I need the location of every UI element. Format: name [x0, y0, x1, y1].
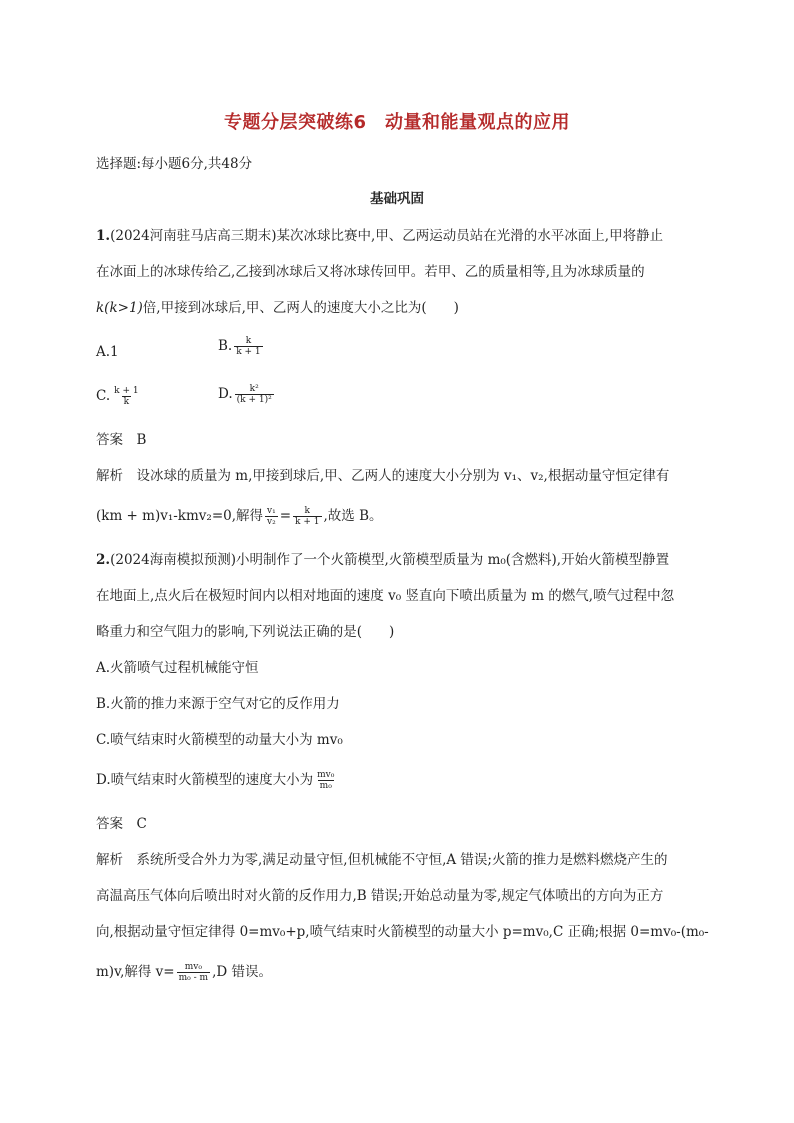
q2-line-2: 在地面上,点火后在极短时间内以相对地面的速度 v₀ 竖直向下喷出质量为 m 的燃气,喷气过程中忽 — [96, 588, 675, 604]
instructions: 选择题:每小题6分,共48分 — [96, 156, 253, 172]
q1-option-b-denominator: k + 1 — [236, 347, 261, 357]
q1-line-2: 在冰面上的冰球传给乙,乙接到冰球后又将冰球传回甲。若甲、乙的质量相等,且为冰球质量的 — [96, 264, 645, 280]
q1-option-c-label: C. — [96, 388, 111, 404]
q1-option-c — [96, 386, 143, 407]
q1-line-1 — [96, 226, 663, 246]
q1-option-d-label: D. — [218, 386, 233, 402]
q2-number: 2. — [96, 552, 111, 568]
q1-analysis-fraction-1-denominator: v₂ — [267, 517, 276, 527]
q2-answer: 答案 C — [96, 816, 147, 832]
q2-line-1 — [96, 550, 669, 570]
q2-analysis-1: 解析 系统所受合外力为零,满足动量守恒,但机械能不守恒,A 错误;火箭的推力是燃料燃烧产生的 — [96, 852, 668, 868]
q2-analysis-fraction-numerator: mv₀ — [184, 962, 202, 972]
q2-text-1: (2024海南模拟预测)小明制作了一个火箭模型,火箭模型质量为 m₀(含燃料),开始火箭模型静置 — [110, 552, 670, 568]
q2-option-d — [96, 770, 338, 791]
q1-option-c-denominator: k — [123, 397, 130, 407]
q1-analysis-1: 解析 设冰球的质量为 m,甲接到球后,甲、乙两人的速度大小分别为 v₁、v₂,根据动量守恒定律有 — [96, 468, 670, 484]
q1-text-1: (2024河南驻马店高三期末)某次冰球比赛中,甲、乙两运动员站在光滑的水平冰面上,甲将静止 — [110, 228, 664, 244]
q1-option-a: A.1 — [96, 344, 119, 360]
q2-option-d-fraction — [315, 770, 336, 791]
q2-analysis-2: 高温高压气体向后喷出时对火箭的反作用力,B 错误;开始总动量为零,规定气体喷出的方向为正方 — [96, 888, 664, 904]
q2-analysis-4 — [96, 962, 272, 983]
q1-analysis-2 — [96, 506, 383, 527]
q2-option-d-numerator: mv₀ — [317, 770, 335, 780]
page-title: 专题分层突破练6 动量和能量观点的应用 — [223, 112, 571, 133]
q1-analysis-fraction-1-numerator: v₁ — [267, 506, 276, 516]
q2-analysis-3: 向,根据动量守恒定律得 0=mv₀+p,喷气结束时火箭模型的动量大小 p=mv₀,C 正确;根据 0=mv₀-(m₀- — [96, 924, 709, 940]
q2-analysis-4-end: ,D 错误。 — [212, 964, 272, 980]
q1-k-condition: k(k>1) — [96, 300, 143, 316]
section-heading: 基础巩固 — [370, 191, 424, 207]
q2-option-d-denominator: m₀ — [319, 781, 332, 791]
q1-analysis-fraction-2-numerator: k — [304, 506, 310, 516]
q2-option-c: C.喷气结束时火箭模型的动量大小为 mv₀ — [96, 732, 343, 748]
q2-option-b: B.火箭的推力来源于空气对它的反作用力 — [96, 696, 340, 712]
q1-option-d-denominator: (k + 1)² — [236, 395, 272, 405]
q2-analysis-4-text: m)v,解得 v= — [96, 964, 175, 980]
q1-option-b-fraction — [234, 336, 262, 357]
q1-text-3: 倍,甲接到冰球后,甲、乙两人的速度大小之比为( ) — [142, 300, 459, 316]
q2-analysis-fraction — [177, 962, 210, 983]
q1-option-b-label: B. — [218, 338, 233, 354]
q1-analysis-fraction-2 — [293, 506, 321, 527]
q1-analysis-equals: = — [279, 508, 292, 524]
q2-option-a: A.火箭喷气过程机械能守恒 — [96, 660, 259, 676]
q1-analysis-2-end: ,故选 B。 — [323, 508, 383, 524]
q1-option-c-fraction — [112, 386, 140, 407]
q1-number: 1. — [96, 228, 111, 244]
q1-analysis-2-text: (km + m)v₁-kmv₂=0,解得 — [96, 508, 264, 524]
q2-line-3: 略重力和空气阻力的影响,下列说法正确的是( ) — [96, 624, 395, 640]
q2-analysis-fraction-denominator: m₀ - m — [178, 973, 209, 983]
q1-answer: 答案 B — [96, 432, 147, 448]
q1-option-d-numerator: k² — [249, 384, 259, 394]
q1-option-d-fraction — [235, 384, 274, 405]
q1-option-c-numerator: k + 1 — [114, 386, 139, 396]
q1-option-b — [218, 336, 265, 357]
q2-option-d-text: D.喷气结束时火箭模型的速度大小为 — [96, 772, 314, 788]
q1-option-b-numerator: k — [245, 336, 252, 346]
q1-analysis-fraction-2-denominator: k + 1 — [295, 517, 320, 527]
q1-line-3 — [96, 298, 459, 318]
q1-analysis-fraction-1 — [265, 506, 278, 527]
q1-option-d — [218, 384, 276, 405]
